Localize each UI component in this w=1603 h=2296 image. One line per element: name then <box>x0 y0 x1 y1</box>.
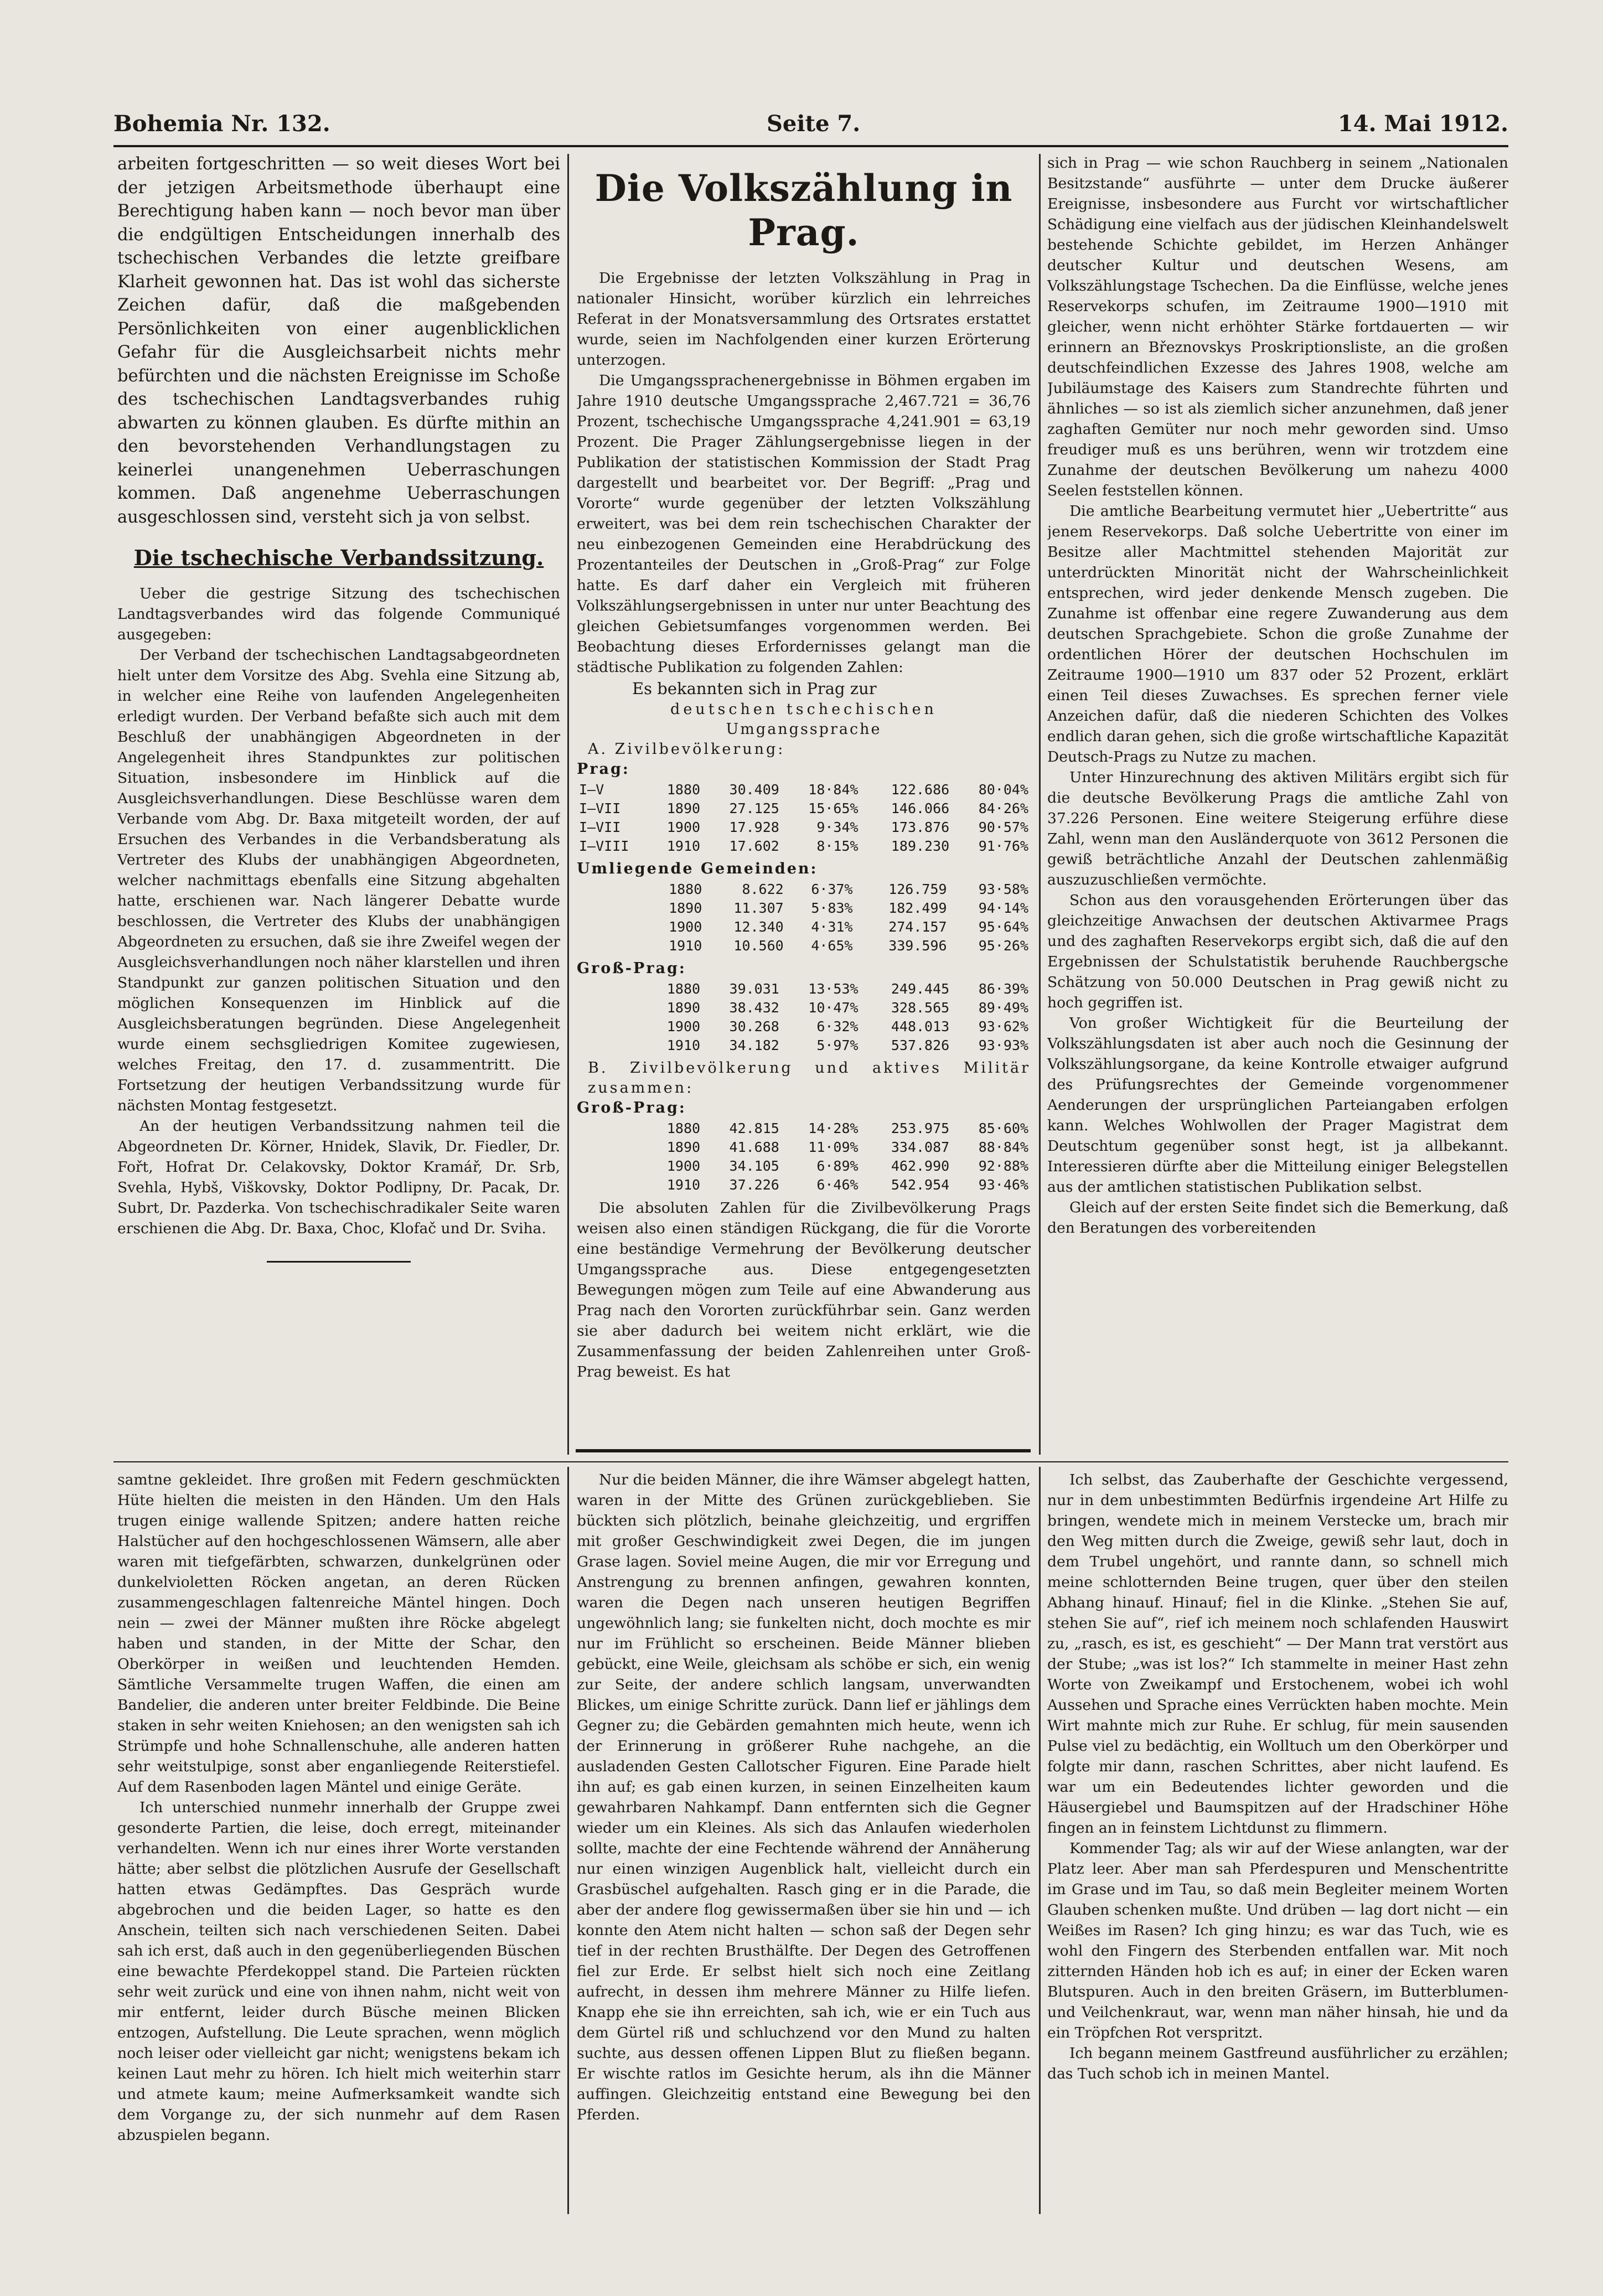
table-row <box>577 899 1031 918</box>
table-cell <box>577 880 648 899</box>
header-rule <box>113 145 1508 147</box>
column-2-bottom <box>577 1470 1031 2214</box>
table-cell: 6·37% <box>811 881 853 897</box>
story-paragraph: Nur die beiden Männer, die ihre Wämser abgelegt hatten, waren in der Mitte des Grünen zurückgeblieben. Sie bückten sich plötzlich, beinahe gleichzeitig, und ergriffen mit großer Geschwindigkeit zwei Degen, die im jungen Grase lagen. Soviel meine Augen, die mir vor Erregung und Anstrengung zu brennen anfingen, gewahren konnten, waren die Degen nach unseren heutigen Begriffen ungewöhnlich lang; sie funkelten nicht, doch mochte es mir nur im Frühlicht so erscheinen. Beide Männer blieben gebückt, eine Weile, gleichsam als schöbe er sich, ein wenig zur Seite, der andere schlich langsam, unverwandten Blickes, um einige Schritte zurück. Dann lief er jählings dem Gegner zu; die Gebärden gemahnten mich heute, wenn ich der Erinnerung in größerer Ruhe nachgehe, an die ausladenden Gesten Callotscher Figuren. Eine Parade hielt ihn auf; es gab einen kurzen, in seinen Einzelheiten kaum gewahrbaren Nahkampf. Dann entfernten sich die Gegner wieder um ein Kleines. Als sich das Anlaufen wiederholen sollte, machte der eine Fechtende während der Annäherung nur einen winzigen Augenblick halt, vielleicht durch ein Grasbüschel aufgehalten. Rasch ging er in die Parade, die aber der andere flog gewissermaßen über sie hin und — ich konnte den Atem nicht halten — schon saß der Degen sehr tief in der rechten Brusthälfte. Der Degen des Getroffenen fiel zur Erde. Er selbst hielt sich noch eine Zeitlang aufrecht, in dessen ihm mehrere Männer zu Hilfe liefen. Knapp ehe sie ihn erreichten, sah ich, wie er ein Tuch aus dem Gürtel riß und schluchzend vor den Mund zu halten suchte, aus dessen offenen Lippen Blut zu fließen begann. Er wischte ratlos im Gesichte herum, als ihn die Männer auffingen. Gleichzeitig entstand eine Bewegung bei den Pferden. <box>577 1471 1031 2123</box>
article-paragraph: Gleich auf der ersten Seite findet sich die Bemerkung, daß den Beratungen des vorbereitenden <box>1047 1199 1508 1237</box>
header-publication: Bohemia Nr. 132. <box>113 111 330 137</box>
table-cell: 249.445 <box>891 981 950 997</box>
table-cell: 39.031 <box>729 981 779 997</box>
table-cell: 91·76% <box>978 838 1028 854</box>
table-cell: 8·15% <box>816 838 859 854</box>
table-row <box>577 937 1031 955</box>
table-cell: 1900 <box>669 919 702 935</box>
table-cell: 88·84% <box>978 1139 1028 1155</box>
story-paragraph: samtne gekleidet. Ihre großen mit Federn geschmückten Hüte hielten die meisten in den Händen. Um den Hals trugen einige wallende Spitzen; andere hatten reiche Halstücher auf den hochgeschlossenen Wämsern, alle aber waren mit tiefgefärbten, schwarzen, dunkelgrünen oder dunkelvioletten Röcken angetan, an deren Rücken zusammengeschlagen faltenreiche Mäntel hingen. Doch nein — zwei der Männer mußten ihre Röcke abgelegt haben und standen, in der Mitte der Schar, den Oberkörper in weißen und leuchtenden Hemden. Sämtliche Versammelte trugen Waffen, die einen am Bandelier, die anderen unter breiter Feldbinde. Die Beine staken in sehr weiten Kniehosen; an den wenigsten sah ich Strümpfe und hohe Schnallenschuhe, alle anderen hatten sehr weitstulpige, sonst aber enganliegende Reiterstiefel. Auf dem Rasenboden lagen Mäntel und einige Geräte. <box>117 1471 560 1796</box>
table-cell: 182.499 <box>888 900 947 916</box>
article-paragraph: Unter Hinzurechnung des aktiven Militärs ergibt sich für die deutsche Bevölkerung Prags die amtliche Zahl von 37.226 Personen. Eine weitere Steigerung erführe diese Zahl, wenn man den Ausländerquote von 3612 Personen die gewiß beträchtliche Anzahl der Deutschen zahlenmäßig auszuzuschließen vermöchte. <box>1047 769 1508 888</box>
table-cell: 85·60% <box>978 1120 1028 1136</box>
attendees-list: An der heutigen Verbandssitzung nahmen teil die Abgeordneten Dr. Körner, Hnidek, Slavik, Dr. Fiedler, Dr. Fořt, Hofrat Dr. Celakovsky, Doktor Kramář, Dr. Srb, Svehla, Hybš, Viškovsky, Doktor Podlipny, Dr. Pacak, Dr. Subrt, Dr. Pazderka. Von tschechischradikaler Seite waren erschienen die Abg. Dr. Baxa, Choc, Klofač und Dr. Sviha. <box>117 1118 560 1237</box>
table-cell: 38.432 <box>729 1000 779 1016</box>
table-cell: 1880 <box>666 1120 701 1136</box>
table-cell: 1890 <box>666 800 701 816</box>
table-cell: I—VII <box>579 800 621 816</box>
story-paragraph: Ich unterschied nunmehr innerhalb der Gruppe zwei gesonderte Partien, die leise, doch erregt, miteinander verhandelten. Wenn ich nur eines ihrer Worte verstanden hätte; aber selbst die plötzlichen Ausrufe der Gesellschaft hatten etwas Gedämpftes. Das Gespräch wurde abgebrochen und die beiden Lager, so hatte es den Anschein, teilten sich nach verschiedenen Seiten. Dabei sah ich erst, daß auch in den gegenüberliegenden Büschen eine bewachte Pferdekoppel stand. Die Parteien rückten sehr weit zurück und eine von ihnen nahm, nicht weit von mir entfernt, leider durch Büsche meinen Blicken entzogen, Aufstellung. Die Leute sprachen, wenn möglich noch leiser oder vielleicht gar nicht; wenigstens bekam ich keinen Laut mehr zu hören. Ich hielt mich weiterhin starr und atmete kaum; meine Aufmerksamkeit wandte sich dem Vorgange zu, der sich nunmehr auf dem Rasen abzuspielen begann. <box>117 1799 560 2144</box>
table-cell: 11.307 <box>733 900 784 916</box>
table-section-a: A. Zivilbevölkerung: <box>588 741 785 758</box>
table-cell <box>577 1036 648 1055</box>
header-page-number: Seite 7. <box>767 111 861 137</box>
table-cell: 4·31% <box>811 919 853 935</box>
table-cell <box>577 937 648 955</box>
table-cell: 8.622 <box>742 881 784 897</box>
section-divider <box>576 1449 1031 1452</box>
column-3-bottom <box>1047 1470 1508 2214</box>
table-group-gross-prag-b: Groß-Prag: <box>577 1099 686 1116</box>
table-cell: 84·26% <box>978 800 1028 816</box>
table-row <box>577 1119 1031 1138</box>
article-continuation: arbeiten fortgeschritten — so weit dieses Wort bei der jetzigen Arbeitsmethode überhaupt eine Berechtigung haben kann — noch bevor man über die endgültigen Entscheidungen innerhalb des tschechischen Verbandes die letzte greifbare Klarheit gewonnen hat. Das ist wohl das sicherste Zeichen dafür, daß die maßgebenden Persönlichkeiten von einer augenblicklichen Gefahr für die Ausgleichsarbeit nichts mehr befürchten und die nächsten Ereignisse im Schoße des tschechischen Landtagsverbandes ruhig abwarten zu können glauben. Es dürfte mithin an den bevorstehenden Verhandlungstagen zu keinerlei unangenehmen Ueberraschungen kommen. Daß angenehme Ueberraschungen ausgeschlossen sind, versteht sich ja von selbst. <box>117 154 560 527</box>
table-cell: 1890 <box>669 900 702 916</box>
table-cell: 1910 <box>666 1037 701 1053</box>
column-rule-top-1 <box>567 154 569 1455</box>
page-header <box>113 105 1508 144</box>
table-group-gross-prag: Groß-Prag: <box>577 960 686 977</box>
table-cell: 95·26% <box>978 938 1028 954</box>
table-cell <box>577 1017 648 1036</box>
table-cell: 93·93% <box>978 1037 1028 1053</box>
column-2-top <box>577 166 1031 1442</box>
table-cell: 4·65% <box>811 938 853 954</box>
table-cell: 1900 <box>666 1158 701 1174</box>
table-cell: 9·34% <box>816 819 859 835</box>
table-cell: 126.759 <box>888 881 947 897</box>
table-cell: 14·28% <box>808 1120 859 1136</box>
table-row <box>577 818 1031 837</box>
table-cell: 18·84% <box>808 782 859 798</box>
article-continued: sich in Prag — wie schon Rauchberg in seinem „Nationalen Besitzstande“ ausführte — unter dem Drucke äußerer Ereignisse, insbesondere aus Furcht vor wirtschaftlicher Schädigung eine vielfach aus der jüdischen Kleinhandelswelt bestehende Schichte gebildet, im Herzen Anhänger deutscher Kultur und deutschen Wesens, am Volkszählungstage Tschechen. Da die Einflüsse, welche jenes Reservekorps schufen, im Zeitraume 1900—1910 mit gleicher, wenn nicht erhöhter Stärke fortdauerten — wir erinnern an Březnovskys Proskriptionsliste, an die großen deutschfeindlichen Exzesse des Jahres 1908, welche am Jubiläumstage des Kaisers zum Standrechte führten und ähnliches — so ist als ziemlich sicher anzunehmen, daß jener zaghaften Gemüter nur noch mehr geworden sind. Umso freudiger muß es uns berühren, wenn wir trotzdem eine Zunahme der deutschen Bevölkerung um nahezu 4000 Seelen feststellen können. <box>1047 154 1508 499</box>
table-column-heading: deutschen tschechischen <box>670 701 937 718</box>
table-cell: 41.688 <box>729 1139 779 1155</box>
story-paragraph: Ich begann meinem Gastfreund ausführlicher zu erzählen; das Tuch schob ich in meinen Mantel. <box>1047 2045 1508 2082</box>
table-cell: 37.226 <box>729 1177 779 1193</box>
table-row <box>577 880 1031 899</box>
table-cell: 42.815 <box>729 1120 779 1136</box>
article-paragraph-after-table: Die absoluten Zahlen für die Zivilbevölkerung Prags weisen also einen ständigen Rückgang, die für die Vororte eine beständige Vermehrung der Bevölkerung deutscher Umgangssprache aus. Diese entgegengesetzten Bewegungen mögen zum Teile auf eine Abwanderung aus Prag nach den Vororten zurückführbar sein. Ganz werden sie aber dadurch bei weitem nicht erklärt, wie die Zusammenfassung der beiden Zahlenreihen unter Groß-Prag beweist. Es hat <box>577 1199 1031 1380</box>
table-cell <box>577 899 648 918</box>
table-cell: 90·57% <box>978 819 1028 835</box>
table-cell: 13·53% <box>808 981 859 997</box>
table-cell: 189.230 <box>891 838 950 854</box>
table-cell: 34.105 <box>729 1158 779 1174</box>
table-cell: 448.013 <box>891 1018 950 1035</box>
table-cell: 92·88% <box>978 1158 1028 1174</box>
column-3-top <box>1047 153 1508 1442</box>
table-cell <box>577 1138 648 1157</box>
table-row <box>577 1157 1031 1176</box>
table-cell: 30.409 <box>729 782 779 798</box>
table-group-umliegende: Umliegende Gemeinden: <box>577 860 818 877</box>
column-rule-top-2 <box>1039 154 1041 1455</box>
table-cell: 253.975 <box>891 1120 950 1136</box>
table-cell <box>577 1176 648 1194</box>
table-cell: 34.182 <box>729 1037 779 1053</box>
table-cell: 95·64% <box>978 919 1028 935</box>
article-intro: Die Ergebnisse der letzten Volkszählung in Prag in nationaler Hinsicht, worüber kürzlich ein lehrreiches Referat in der Monatsversammlung des Ortsrates erstattet wurde, seien im Nachfolgenden einer kurzen Erörterung unterzogen. <box>577 270 1031 369</box>
section-divider-thin <box>113 1461 1508 1462</box>
communique-text: Der Verband der tschechischen Landtagsabgeordneten hielt unter dem Vorsitze des Abg. Svehla eine Sitzung ab, in welcher eine Reihe von laufenden Angelegenheiten erledigt wurden. Der Verband befaßte sich auch mit dem Beschluß der unabhängigen Abgeordneten in der Angelegenheit ihres Standpunktes zur politischen Situation, insbesondere im Hinblick auf die Ausgleichsverhandlungen. Diese Beschlüsse waren dem Verbande vom Abg. Dr. Baxa mitgeteilt worden, der auf Ersuchen des Verbandes in die Verbandsberatung als Vertreter des Klubs der unabhängigen Abgeordneten, welcher nachmittags ebenfalls eine Sitzung abgehalten hatte, erschienen war. Nach längerer Debatte wurde beschlossen, die Vertreter des Klubs der unabhängigen Abgeordneten zu ersuchen, daß sie ihre Zweifel wegen der Ausgleichsverhandlungen noch näher klarstellen und ihren Standpunkt zur ganzen politischen Situation und den möglichen Konsequenzen im Hinblick auf die Ausgleichsberatungen begründen. Diese Angelegenheit wurde einem sechsgliedrigen Komitee zugewiesen, welches Freitag, den 17. d. zusammentritt. Die Fortsetzung der heutigen Verbandssitzung wurde für nächsten Montag festgesetzt. <box>117 647 560 1114</box>
table-cell: 328.565 <box>891 1000 950 1016</box>
table-cell: 11·09% <box>808 1139 859 1155</box>
table-cell: 462.990 <box>891 1158 950 1174</box>
table-cell: I—V <box>579 782 604 798</box>
article-title: Die Volkszählung in Prag. <box>594 167 1013 254</box>
table-cell: 1890 <box>666 1000 701 1016</box>
table-section-b: B. Zivilbevölkerung und aktives Militär zusammen: <box>588 1059 1031 1097</box>
table-cell: 1890 <box>666 1139 701 1155</box>
table-cell <box>577 918 648 937</box>
table-cell: 80·04% <box>978 782 1028 798</box>
table-cell: 93·46% <box>978 1177 1028 1193</box>
table-cell: 5·83% <box>811 900 853 916</box>
table-cell: 339.596 <box>888 938 947 954</box>
article-paragraph: Die amtliche Bearbeitung vermutet hier „Uebertritte“ aus jenem Reservekorps. Daß solche Uebertritte von einer im Besitze aller Machtmittel stehenden Majorität zur unterdrückten Minorität nicht der Wahrscheinlichkeit entsprechen, wird jeder denkende Mensch zugeben. Die Zunahme ist offenbar eine regere Zuwanderung aus dem deutschen Sprachgebiete. Schon die große Zunahme der ordentlichen Hörer der deutschen Hochschulen im Zeitraume 1900—1910 um 837 oder 52 Prozent, erklärt einen Teil dieses Zuwachses. Es sprechen ferner viele Anzeichen dafür, daß die niederen Schichten des Volkes endlich daran gehen, sich die große wirtschaftliche Kapazität Deutsch-Prags zu Nutze zu machen. <box>1047 503 1508 766</box>
table-row <box>577 1138 1031 1157</box>
table-cell: 1910 <box>666 1177 701 1193</box>
section-heading-verbandssitzung: Die tschechische Verbandssitzung. <box>133 545 544 570</box>
table-cell: 12.340 <box>733 919 784 935</box>
table-cell: I—VII <box>579 819 621 835</box>
table-row <box>577 1176 1031 1194</box>
story-paragraph: Ich selbst, das Zauberhafte der Geschichte vergessend, nur in dem unbestimmten Bedürfnis irgendeine Art Hilfe zu bringen, wendete mich in meinem Verstecke um, brach mir den Weg mitten durch die Zweige, gewiß sehr laut, doch in dem Trubel ungehört, und rannte dann, so schnell mich meine schlotternden Beine trugen, quer über den steilen Abhang hinauf. Hinauf; fiel in die Klinke. „Stehen Sie auf, stehen Sie auf“, rief ich meinem noch schlafenden Hauswirt zu, „rasch, es ist, es geschieht“ — Der Mann trat verstört aus der Stube; „was ist los?“ Ich stammelte in meiner Hast zehn Worte von Zweikampf und Erstochenem, wobei ich wohl Aussehen und Sprache eines Verrückten haben mochte. Mein Wirt mahnte mich zur Ruhe. Er schlug, für mein sausenden Pulse viel zu bedächtig, ein Wolltuch um den Oberkörper und folgte mir dann, raschen Schrittes, aber nicht laufend. Es war um ein Bedeutendes lichter geworden und die Häusergiebel und Baumspitzen auf der Hradschiner Höhe fingen an in feinstem Lichtdunst zu flimmern. <box>1047 1471 1508 1837</box>
table-cell: 6·46% <box>816 1177 859 1193</box>
table-cell: I—VIII <box>579 838 629 854</box>
column-rule-bottom-2 <box>1039 1467 1041 2214</box>
table-cell: 17.602 <box>729 838 779 854</box>
table-cell: 1910 <box>669 938 702 954</box>
article-paragraph: Von großer Wichtigkeit für die Beurteilung der Volkszählungsdaten ist aber auch noch die Gesinnung der Volkszählungsorgane, da keine Kontrolle etwaiger aufgrund des Prüfungsrechtes der Gemeinde vorgenommener Aenderungen der ursprünglichen Parteiangaben erfolgen kann. Welches Wohlwollen der Prager Magistrat dem Deutschtum gegenüber sonst hegt, ist ja allbekannt. Interessieren dürfte aber die Mitteilung einiger Belegstellen aus der amtlichen statistischen Publikation selbst. <box>1047 1015 1508 1196</box>
table-cell: 17.928 <box>729 819 779 835</box>
table-gross-prag-military <box>577 1119 1031 1194</box>
table-cell: 10·47% <box>808 1000 859 1016</box>
table-cell: 30.268 <box>729 1018 779 1035</box>
article-paragraph: Schon aus den vorausgehenden Erörterungen über das gleichzeitige Anwachsen der deutschen Aktivarmee Prags und des zaghaften Reservekorps ergibt sich, daß die auf den Ergebnissen der Schulstatistik beruhende Rauchbergsche Schätzung von 50.000 Deutschen in Prag gewiß nicht zu hoch gegriffen ist. <box>1047 892 1508 1011</box>
table-row <box>577 1036 1031 1055</box>
table-cell <box>577 999 648 1017</box>
table-cell: 6·32% <box>816 1018 859 1035</box>
table-cell: 89·49% <box>978 1000 1028 1016</box>
table-cell <box>577 980 648 999</box>
table-cell: 15·65% <box>808 800 859 816</box>
table-cell: 334.087 <box>891 1139 950 1155</box>
table-cell: 1900 <box>666 1018 701 1035</box>
header-date: 14. Mai 1912. <box>1337 111 1508 137</box>
table-cell <box>577 1157 648 1176</box>
table-cell: 542.954 <box>891 1177 950 1193</box>
article-end-rule <box>267 1261 411 1263</box>
table-row <box>577 918 1031 937</box>
table-cell: 10.560 <box>733 938 784 954</box>
table-row <box>577 799 1031 818</box>
table-cell: 1910 <box>666 838 701 854</box>
table-cell: 274.157 <box>888 919 947 935</box>
column-rule-bottom-1 <box>567 1467 569 2214</box>
table-cell: 93·62% <box>978 1018 1028 1035</box>
table-cell: 94·14% <box>978 900 1028 916</box>
table-row <box>577 999 1031 1017</box>
table-gross-prag <box>577 980 1031 1055</box>
table-cell <box>577 1119 648 1138</box>
table-column-subheading: Umgangssprache <box>726 721 882 738</box>
table-cell: 1900 <box>666 819 701 835</box>
table-intro: Es bekannten sich in Prag zur <box>632 679 877 698</box>
table-umliegende <box>577 880 1031 955</box>
table-prag <box>577 780 1031 856</box>
table-cell: 537.826 <box>891 1037 950 1053</box>
table-cell: 173.876 <box>891 819 950 835</box>
table-cell: 5·97% <box>816 1037 859 1053</box>
table-row <box>577 1017 1031 1036</box>
table-cell: 27.125 <box>729 800 779 816</box>
table-cell: 93·58% <box>978 881 1028 897</box>
table-cell: 1880 <box>666 782 701 798</box>
table-cell: 1880 <box>669 881 702 897</box>
table-cell: 6·89% <box>816 1158 859 1174</box>
article-paragraph: Die Umgangssprachenergebnisse in Böhmen ergaben im Jahre 1910 deutsche Umgangssprache 2,467.721 = 36,76 Prozent, tschechische Umgangssprache 4,241.901 = 63,19 Prozent. Die Prager Zählungsergebnisse liegen in der Publikation der statistischen Kommission der Stadt Prag dargestellt und bearbeitet vor. Der Begriff: „Prag und Vororte“ wurde gegenüber der letzten Volkszählung erweitert, was bei dem rein tschechischen Charakter der neu einbezogenen Gemeinden eine Herabdrückung des Prozentanteiles der Deutschen in „Groß-Prag“ zur Folge hatte. Es darf daher ein Vergleich mit früheren Volkszählungsergebnissen in unter nur unter Beachtung des gleichen Gebietsumfanges vorgenommen werden. Bei Beobachtung dieses Erfordernisses gelangt man die städtische Publikation zu folgenden Zahlen: <box>577 372 1031 676</box>
table-row <box>577 980 1031 999</box>
table-group-prag: Prag: <box>577 761 630 778</box>
column-1-top <box>117 153 560 1442</box>
story-paragraph: Kommender Tag; als wir auf der Wiese anlangten, war der Platz leer. Aber man sah Pferdespuren und Menschentritte im Grase und im Tau, so daß mein Begleiter meinem Worten Glauben schenken mußte. Und drüben — lag dort nicht — ein Weißes im Rasen? Ich ging hinzu; es war das Tuch, wie es wohl den Fingern des Sterbenden entfallen war. Mit noch zitternden Händen hob ich es auf; in einer der Ecken waren Blutspuren. Auch in den breiten Gräsern, im Butterblumen- und Veilchenkraut, war, wenn man näher hinsah, hie und da ein Tröpfchen Rot verspritzt. <box>1047 1840 1508 2041</box>
table-row <box>577 780 1031 799</box>
communique-intro: Ueber die gestrige Sitzung des tschechischen Landtagsverbandes wird das folgende Communiqué ausgegeben: <box>117 585 560 643</box>
table-cell: 146.066 <box>891 800 950 816</box>
column-1-bottom <box>117 1470 560 2214</box>
table-cell: 122.686 <box>891 782 950 798</box>
table-cell: 1880 <box>666 981 701 997</box>
table-cell: 86·39% <box>978 981 1028 997</box>
table-row <box>577 837 1031 856</box>
